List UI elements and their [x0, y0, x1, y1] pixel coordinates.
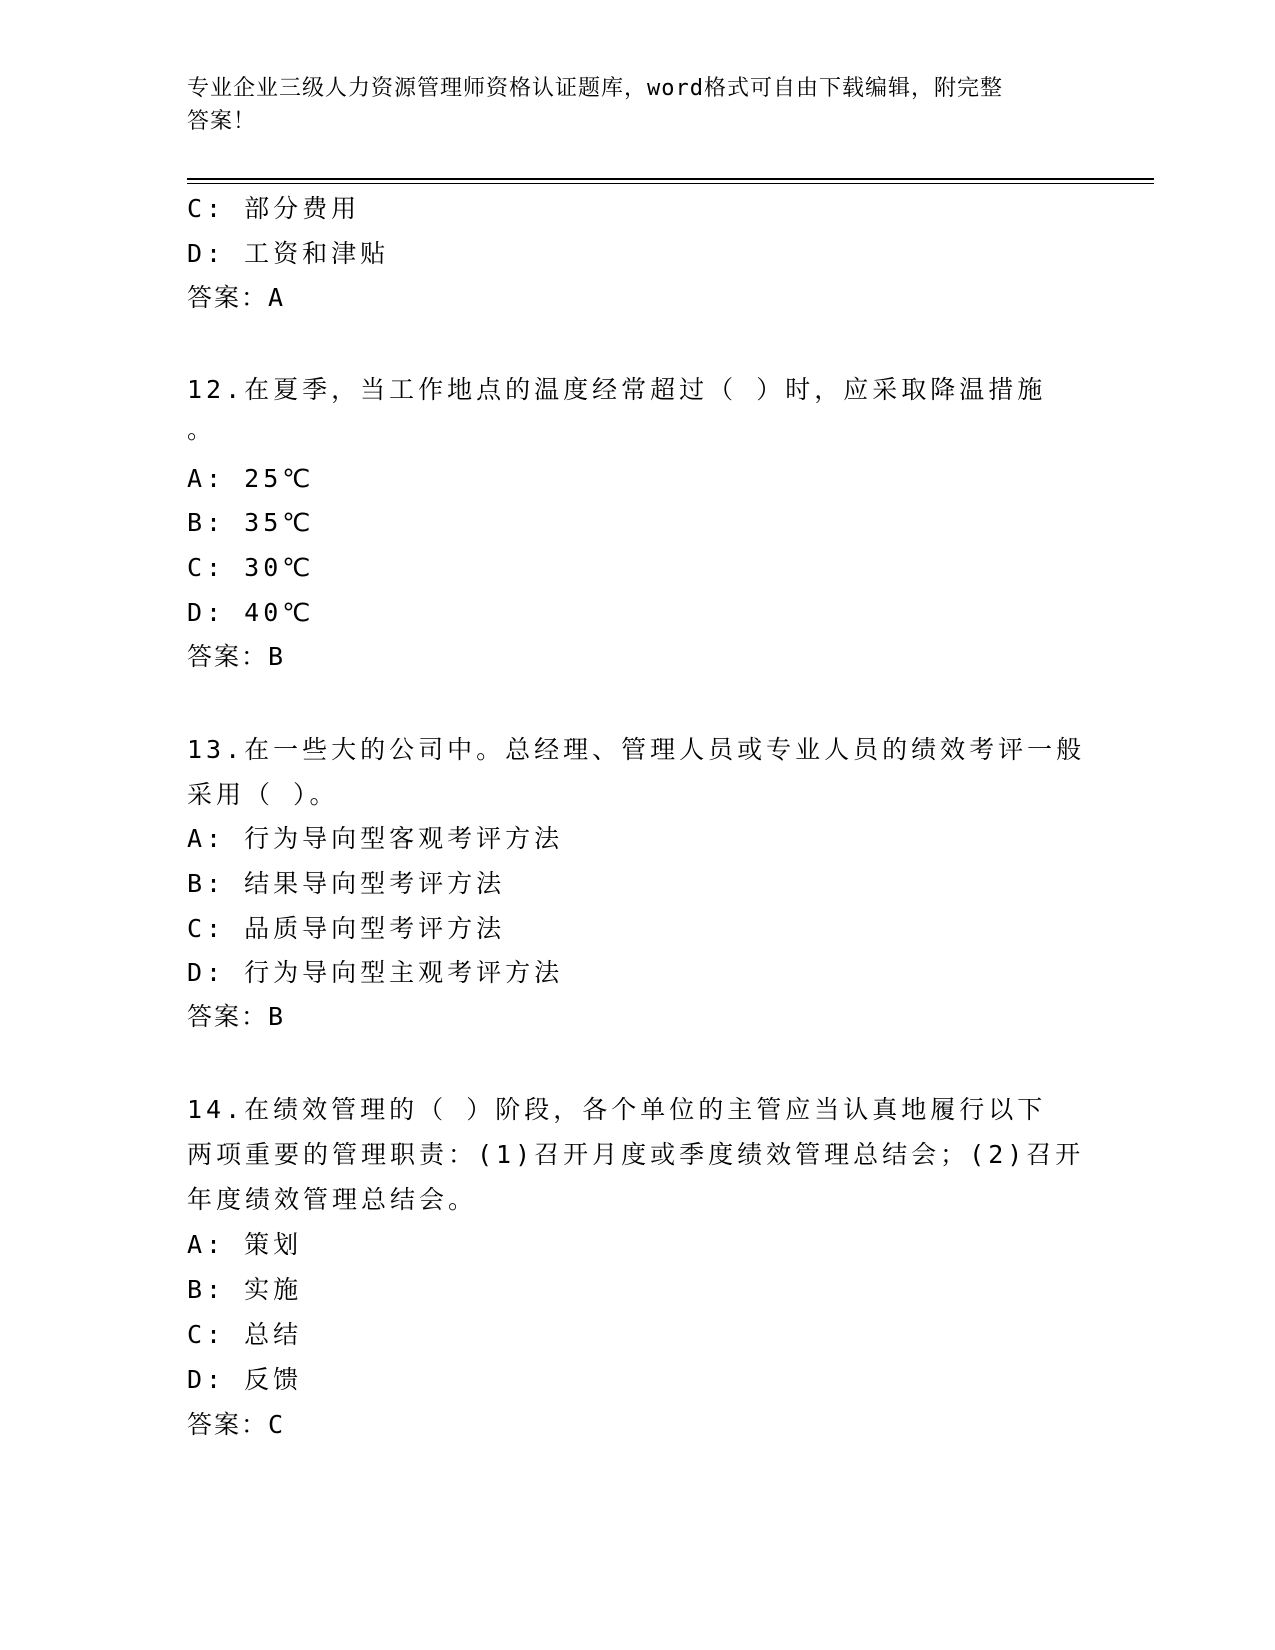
q12-stem-line-1: 12.在夏季，当工作地点的温度经常超过（ ）时，应采取降温措施 — [187, 375, 1047, 404]
q14-option-b: B: 实施 — [187, 1275, 303, 1304]
q11-option-c: C: 部分费用 — [187, 194, 361, 223]
q13-stem-line-2: 采用（ ）。 — [187, 780, 339, 809]
q11-option-d: D: 工资和津贴 — [187, 239, 390, 268]
header-divider-thick — [187, 178, 1154, 180]
q11-answer: 答案：A — [187, 283, 286, 312]
header-line-2: 答案！ — [187, 109, 257, 134]
q14-stem-line-2: 两项重要的管理职责：(1)召开月度或季度绩效管理总结会；(2)召开 — [187, 1140, 1085, 1169]
q13-option-d: D: 行为导向型主观考评方法 — [187, 958, 564, 987]
q12-stem-line-2: 。 — [187, 415, 217, 444]
q12-answer: 答案：B — [187, 642, 286, 671]
q13-option-a: A: 行为导向型客观考评方法 — [187, 824, 564, 853]
page-header — [187, 72, 1067, 138]
q14-option-d: D: 反馈 — [187, 1365, 303, 1394]
header-divider-thin — [187, 183, 1154, 184]
q12-option-c: C: 30℃ — [187, 553, 315, 582]
q14-option-a: A: 策划 — [187, 1230, 303, 1259]
header-line-1: 专业企业三级人力资源管理师资格认证题库，word格式可自由下载编辑，附完整 — [187, 76, 1003, 101]
q13-stem-line-1: 13.在一些大的公司中。总经理、管理人员或专业人员的绩效考评一般 — [187, 735, 1086, 764]
q14-stem-line-3: 年度绩效管理总结会。 — [187, 1185, 478, 1214]
q14-stem-line-1: 14.在绩效管理的（ ）阶段，各个单位的主管应当认真地履行以下 — [187, 1095, 1047, 1124]
q12-option-a: A: 25℃ — [187, 464, 315, 493]
q12-option-b: B: 35℃ — [187, 508, 315, 537]
q13-option-b: B: 结果导向型考评方法 — [187, 869, 506, 898]
q13-option-c: C: 品质导向型考评方法 — [187, 914, 506, 943]
q12-option-d: D: 40℃ — [187, 598, 315, 627]
q14-answer: 答案：C — [187, 1410, 286, 1439]
q14-option-c: C: 总结 — [187, 1320, 303, 1349]
q13-answer: 答案：B — [187, 1002, 286, 1031]
